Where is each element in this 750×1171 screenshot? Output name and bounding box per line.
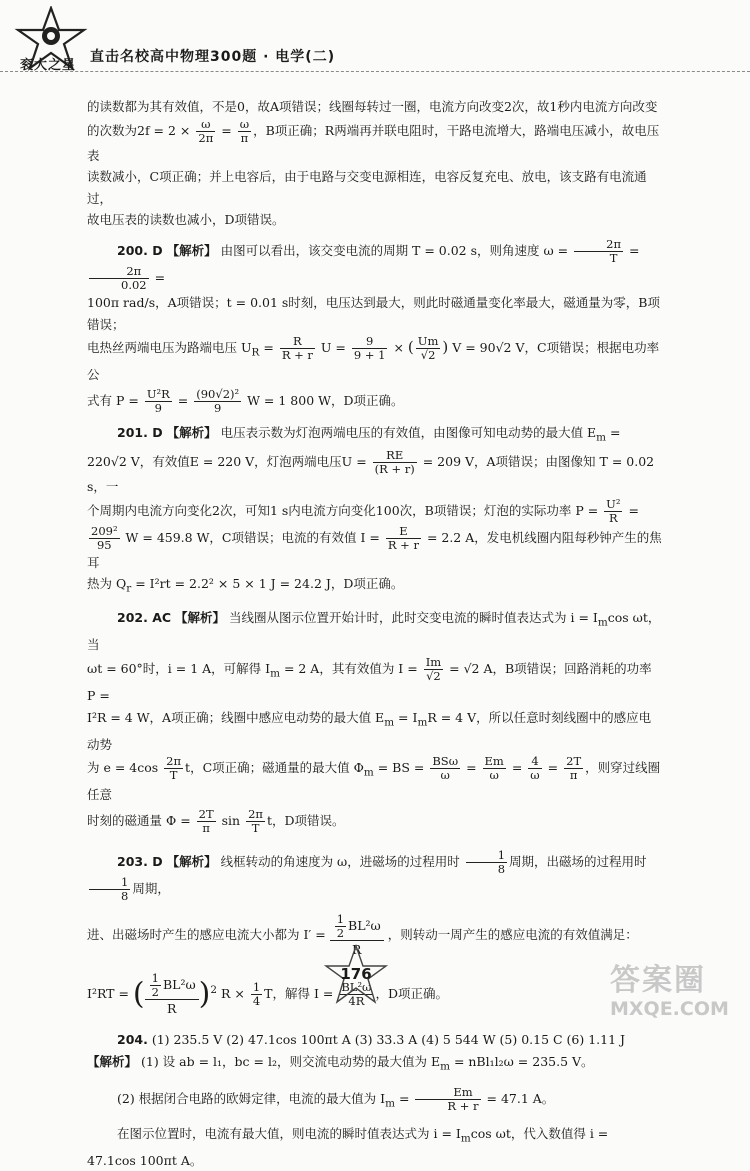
solution-204-line: 47.1cos 100πt A。 [87,1152,203,1168]
page-header [0,0,750,80]
solution-200-line: 电热丝两端电压为路端电压 $U_R$ = $\frac{R}{R + r}$ U = $\frac{9}{9 + 1}$ × ( $\frac{Um}{√2}$ ) V = 90√2 V，C项错误；根据电功率公 [87,334,660,383]
question-number: 201. D [117,424,163,440]
page-number: 176 [340,965,372,983]
question-number: 202. AC [117,610,172,626]
question-number: 200. D [117,242,163,258]
solution-201: 201. D 【解析】 电压表示数为灯泡两端电压的有效值，由图像可知电动势的最大值 $E_m$ = [117,424,621,444]
solution-203-line: I²RT = ( $\frac{1}{2}$ BL²ω R )$^2$ R × $\frac{1}{4}$ T，解得 I = $\frac{\text{BL²ω}}{4R}$ ，D项正确。 [87,970,448,1016]
analysis-tag: 【解析】 [175,610,226,626]
solution-200: 200. D 【解析】 由图可以看出，该交变电流的周期 T = 0.02 s，则角速度 ω = $\frac{2\pi}{T}$ = $\frac{2\pi}{0.02}$ = [87,238,662,292]
solution-202-line: 时刻的磁通量 Φ = $\frac{2T}{\pi}$ sin $\frac{2\pi}{T}$ t，D项错误。 [87,806,345,835]
solution-200-line: 100π rad/s，A项错误；t = 0.01 s时刻，电压达到最大，则此时磁通量变化率最大，磁通量为零，B项错误； [87,294,660,332]
watermark: 答案圈 MXQE.COM [610,963,729,1020]
solution-204-line: (2) 根据闭合电路的欧姆定律，电流的最大值为 $I_m$ = $\frac{Em}{R + r}$ = 47.1 A。 [117,1084,555,1113]
solution-201-line: 热为 $Q_r = I^2rt = 2.2^2 \times 5 \times 1$ J = 24.2 J，D项正确。 [87,576,404,595]
page-footer [0,940,750,1034]
solution-202-line: I²R = 4 W，A项正确；线圈中感应电动势的最大值 $E_m = I_mR = 4$ V，所以任意时刻线圈中的感应电动势 [87,709,652,752]
continuation-line-2: 的次数为2f = 2 × $\frac{\omega}{2\pi}$ = $\frac{\omega}{\pi}$ ，B项正确；R两端再并联电阻时，干路电流增大，路端电压减小，故电压表 [87,116,660,163]
analysis-tag: 【解析】 [166,853,217,869]
analysis-tag: 【解析】 [166,424,217,440]
solution-204-line: 【解析】 (1) 设 ab = l₁，bc = l₂，则交流电动势的最大值为 $E_m = nBl_1l_2\omega = 235.5$ V。 [87,1053,594,1073]
solution-201-line: 220√2 V，有效值E = 220 V，灯泡两端电压U = $\frac{RE}{(R + r)}$ = 209 V，A项错误；由图像知 T = 0.02 s，一 [87,447,655,494]
solution-202-line: 为 e = 4cos $\frac{2\pi}{T}$ t，C项正确；磁通量的最大值 $\Phi_m$ = BS = BSω ω = $\frac{Em}{\omega}$ = $\frac{4}{\omega}$ = $\frac{2T}{\pi}$ ，则穿过线圈任意 [87,754,661,803]
solution-200-line: 式有 P = $\frac{\text{U²R}}{9}$ = $\frac{\text{(90√2)²}}{9}$ W = 1 800 W，D项正确。 [87,386,404,415]
compound-fraction: $\frac{1}{2}$ BL²ω R [330,913,384,958]
book-title: 直击名校高中物理300题 · 电学(二) [90,49,336,65]
fraction: $\frac{\omega}{2\pi}$ [198,116,214,145]
header-divider [0,71,750,73]
solution-203: 203. D 【解析】 线框转动的角速度为 ω，进磁场的过程用时 $\frac{1}{8}$ 周期，出磁场的过程用时 $\frac{1}{8}$ 周期， [87,849,662,903]
continuation-line-1: 的读数都为其有效值，不是0，故A项错误；线圈每转过一圈，电流方向改变2次，故1秒内电流方向改变 [87,99,658,114]
answer-list: (1) 235.5 V (2) 47.1cos 100πt A (3) 33.3 A (4) 5 544 W (5) 0.15 C (6) 1.11 J [151,1031,626,1047]
question-number: 203. D [117,853,163,869]
question-number: 204. [117,1031,148,1047]
continuation-line-3: 读数减小，C项正确；并上电容后，由于电路与交变电源相连，电容反复充电、放电，该支路有电流通过， [87,169,647,206]
analysis-tag: 【解析】 [166,242,217,258]
solution-201-line: 个周期内电流方向变化2次，可知1 s内电流方向变化100次，B项错误；灯泡的实际功率 P = $\frac{\text{U²}}{R}$ = [87,496,639,525]
solution-202-line: ωt = 60°时，i = 1 A，可解得 $I_m = 2$ A，其有效值为 I = $\frac{Im}{√2}$ = √2 A，B项错误；回路消耗的功率 P = [87,654,652,703]
continuation-line-4: 故电压表的读数也减小，D项错误。 [87,212,285,228]
solution-203-line: 进、出磁场时产生的感应电流大小都为 I′ = $\frac{1}{2}$ BL²ω R ，则转动一周产生的感应电流的有效值满足： [87,911,638,957]
solution-202: 202. AC 【解析】 当线圈从图示位置开始计时，此时交变电流的瞬时值表达式为 $i = I_m\cos$ ωt，当 [87,610,661,653]
solution-201-line: $\frac{\text{209²}}{95}$ W = 459.8 W，C项错误；电流的有效值 I = $\frac{E}{R + r}$ = 2.2 A，发电机线圈内阻每秒钟产生的焦耳 [87,523,662,570]
logo-text: 衮大之星 [20,58,77,73]
solution-204-line: 在图示位置时，电流有最大值，则电流的瞬时值表达式为 $i = I_m\cos$ ωt，代入数值得 i = [117,1125,609,1145]
analysis-tag: 【解析】 [87,1053,138,1069]
fraction: $\frac{\omega}{\pi}$ [239,116,250,145]
